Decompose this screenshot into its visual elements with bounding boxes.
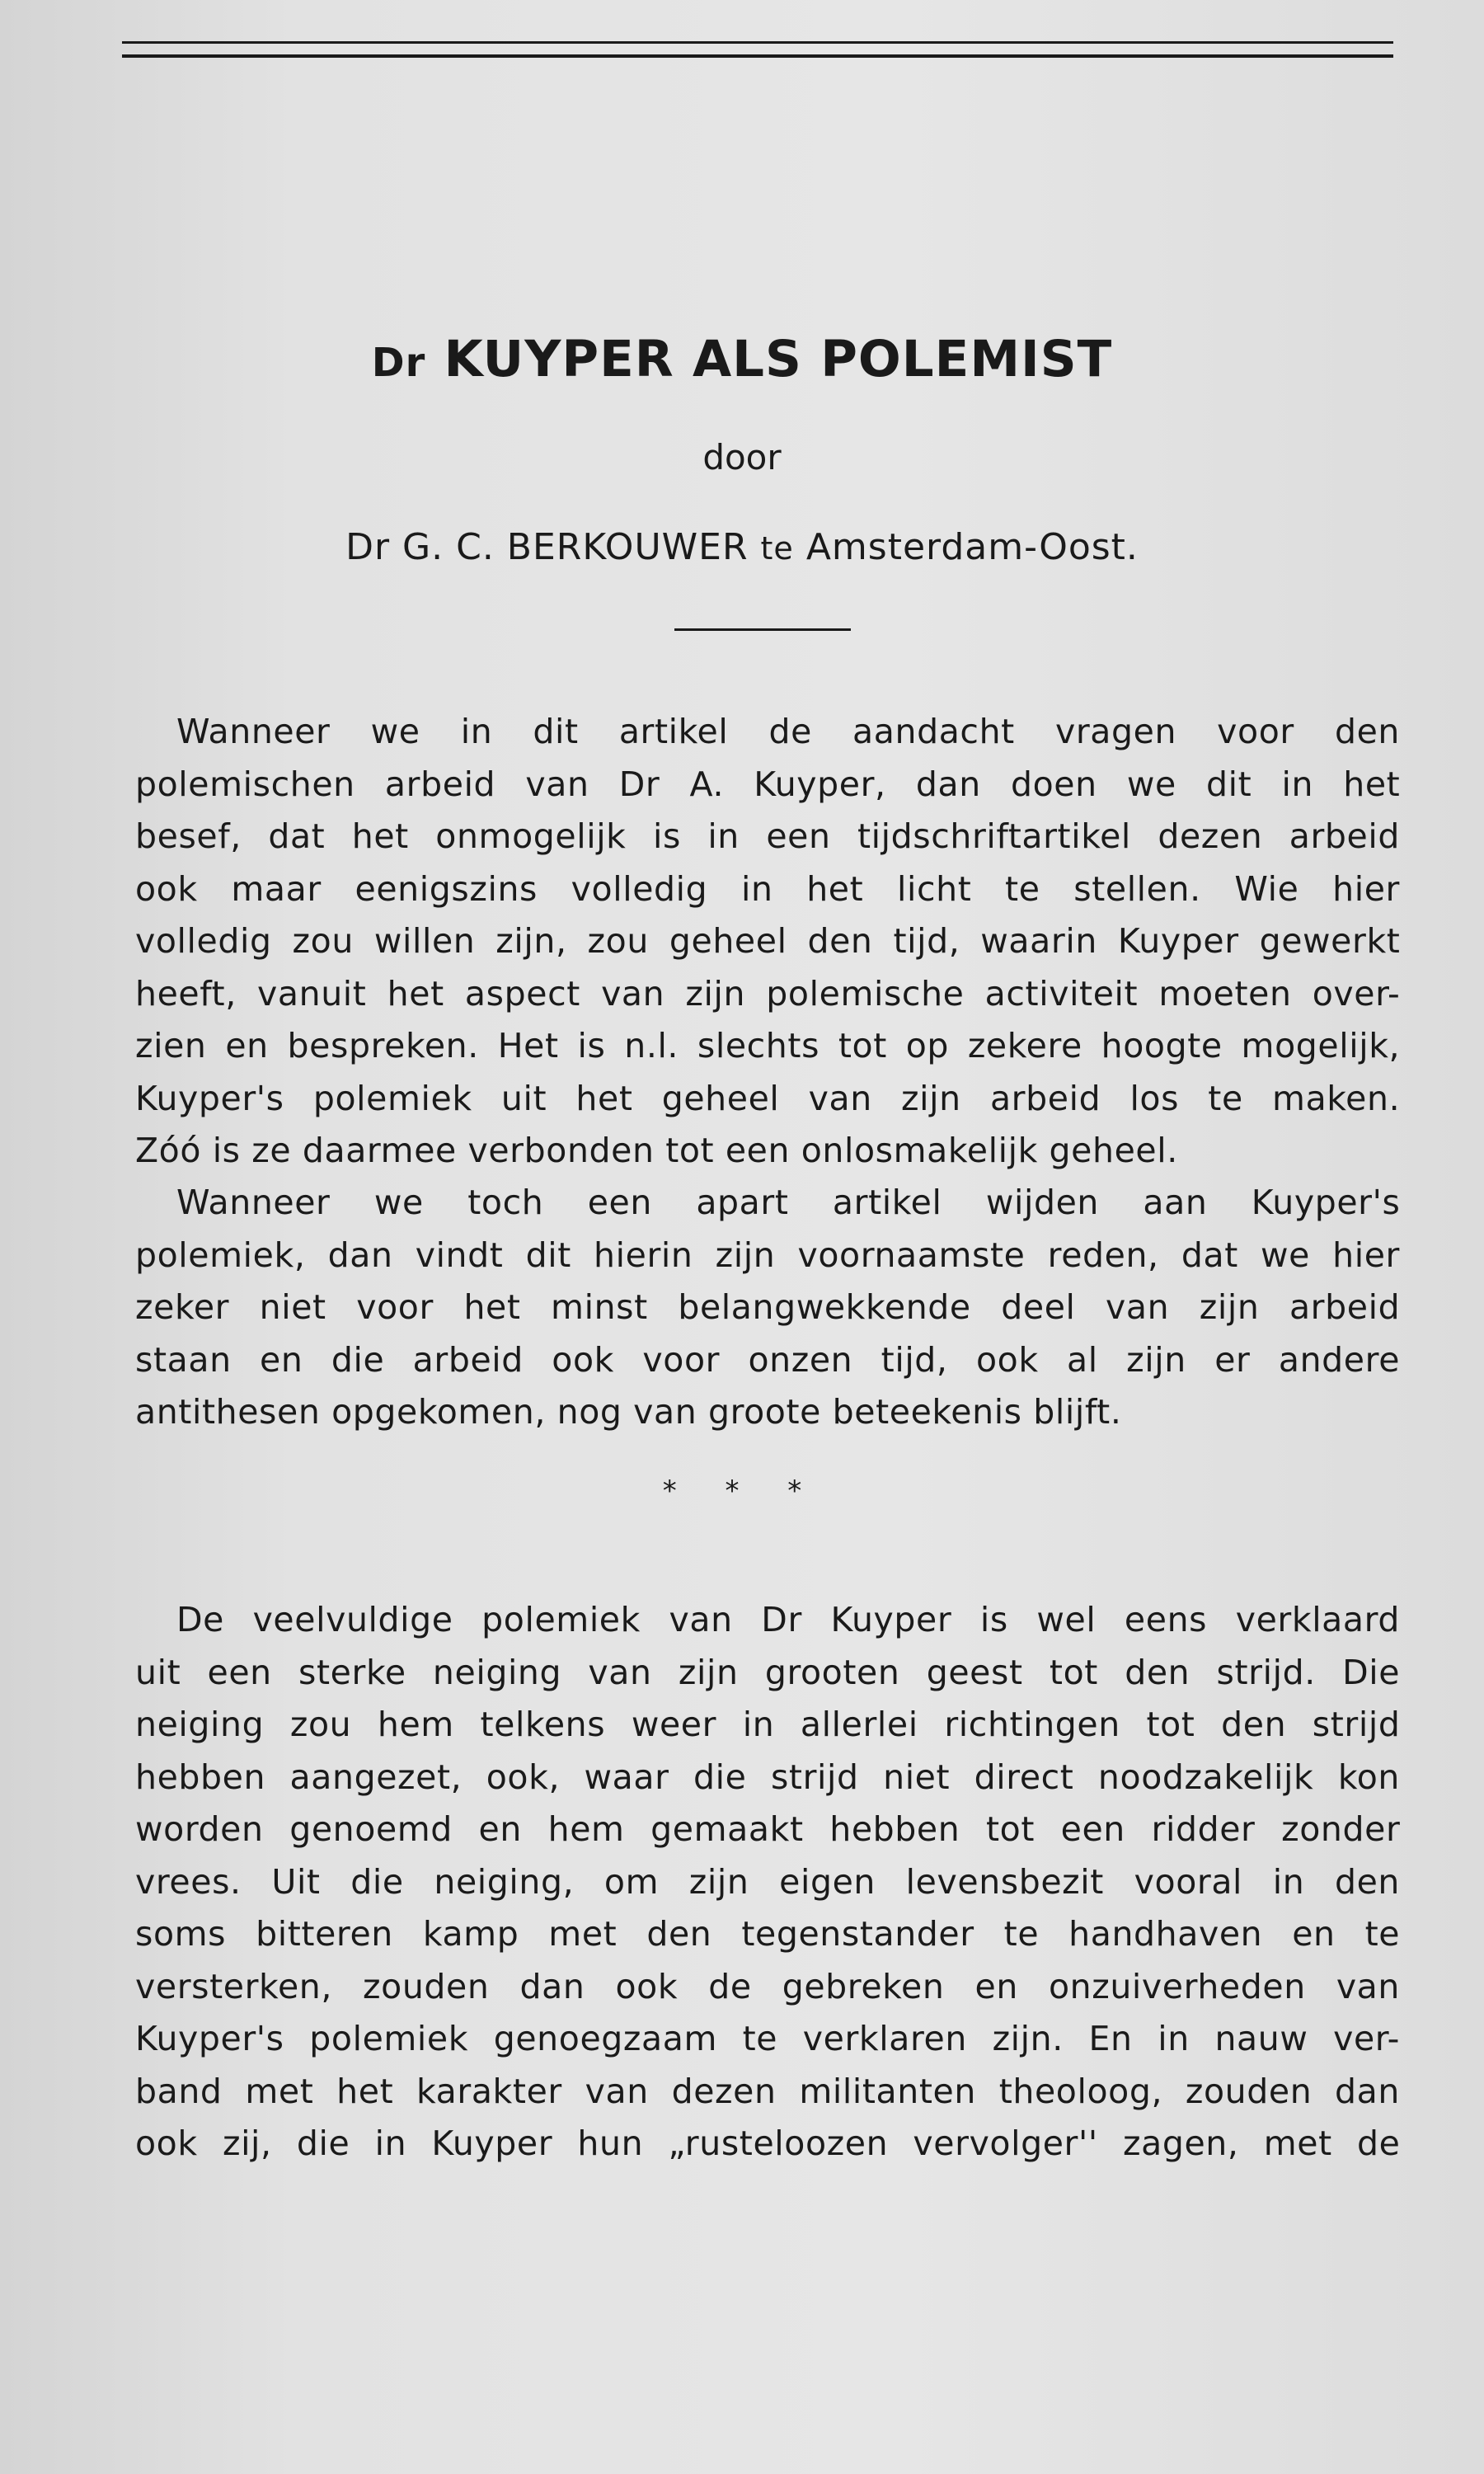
text-line: Wanneer we in dit artikel de aandacht vragen voor den bbox=[176, 712, 1400, 751]
text-line: vrees. Uit die neiging, om zijn eigen levensbezit vooral in den bbox=[135, 1861, 1400, 1902]
text-line: uit een sterke neiging van zijn grooten geest tot den strijd. Die bbox=[135, 1652, 1401, 1692]
text-line: staan en die arbeid ook voor onzen tijd, ook al zijn er andere bbox=[135, 1339, 1401, 1380]
text-line: ook maar eenigszins volledig in het licht te stellen. Wie hier bbox=[135, 868, 1400, 909]
text-line: soms bitteren kamp met den tegenstander te handhaven en te bbox=[135, 1914, 1401, 1954]
top-rule-thin bbox=[122, 41, 1393, 44]
text-line: zien en bespreken. Het is n.l. slechts tot op zekere hoogte mogelijk, bbox=[135, 1026, 1401, 1065]
text-line: Kuyper's polemiek uit het geheel van zijn arbeid los te maken. bbox=[135, 1078, 1401, 1118]
author-name: Dr G. C. BERKOUWER bbox=[345, 526, 749, 568]
author-connector: te bbox=[760, 530, 794, 567]
text-line: neiging zou hem telkens weer in allerlei richtingen tot den strijd bbox=[135, 1705, 1401, 1744]
text-line: Kuyper's polemiek genoegzaam te verklaren zijn. En in nauw ver- bbox=[135, 2019, 1401, 2058]
text-line: worden genoemd en hem gemaakt hebben tot een ridder zonder bbox=[135, 1809, 1401, 1849]
byline-door: door bbox=[702, 437, 782, 477]
paragraph-1 bbox=[135, 706, 1400, 1178]
text-line: zeker niet voor het minst belangwekkende deel van zijn arbeid bbox=[135, 1287, 1401, 1327]
paragraph-3 bbox=[135, 1594, 1400, 2171]
author-location: Amsterdam-Oost. bbox=[805, 526, 1139, 568]
text-line: heeft, vanuit het aspect van zijn polemische activiteit moeten over- bbox=[135, 973, 1401, 1014]
byline-author bbox=[0, 526, 1484, 568]
title-prefix: Dr bbox=[371, 340, 426, 386]
text-line: antithesen opgekomen, nog van groote beteekenis blijft. bbox=[135, 1392, 1122, 1432]
title-main: KUYPER ALS POLEMIST bbox=[444, 330, 1113, 388]
paragraph-2 bbox=[135, 1177, 1400, 1439]
text-line: Wanneer we toch een apart artikel wijden aan Kuyper's bbox=[176, 1183, 1401, 1222]
text-line: Zóó is ze daarmee verbonden tot een onlosmakelijk geheel. bbox=[135, 1131, 1178, 1170]
title-divider bbox=[674, 628, 851, 631]
top-rule-thick bbox=[122, 54, 1393, 58]
text-line: volledig zou willen zijn, zou geheel den tijd, waarin Kuyper gewerkt bbox=[135, 921, 1401, 961]
article-title bbox=[0, 330, 1484, 388]
section-separator-stars: * * * bbox=[662, 1475, 822, 1507]
text-line: versterken, zouden dan ook de gebreken en onzuiverheden van bbox=[135, 1966, 1400, 2006]
text-line: polemiek, dan vindt dit hierin zijn voornaamste reden, dat we hier bbox=[135, 1235, 1400, 1275]
text-line: De veelvuldige polemiek van Dr Kuyper is wel eens verklaard bbox=[176, 1600, 1400, 1639]
text-line: band met het karakter van dezen militanten theoloog, zouden dan bbox=[135, 2071, 1400, 2111]
text-line: besef, dat het onmogelijk is in een tijdschriftartikel dezen arbeid bbox=[135, 816, 1400, 856]
text-line: hebben aangezet, ook, waar die strijd niet direct noodzakelijk kon bbox=[135, 1757, 1400, 1797]
text-line: ook zij, die in Kuyper hun „rusteloozen vervolger'' zagen, met de bbox=[135, 2124, 1401, 2163]
text-line: polemischen arbeid van Dr A. Kuyper, dan doen we dit in het bbox=[135, 764, 1401, 804]
